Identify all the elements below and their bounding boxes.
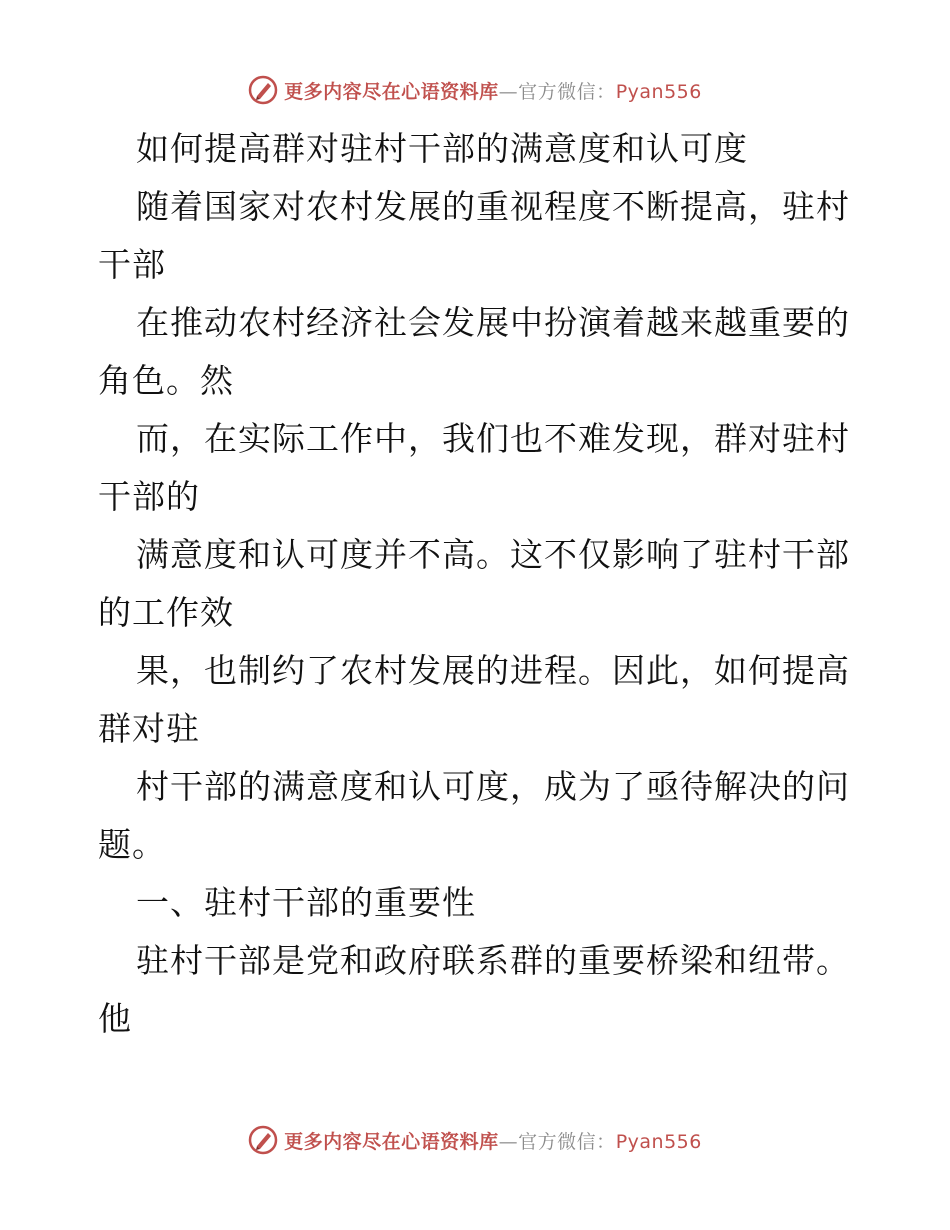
paragraph-line: 随着国家对农村发展的重视程度不断提高，驻村 bbox=[136, 187, 850, 226]
paragraph-line: 群对驻 bbox=[98, 709, 200, 748]
paragraph-line: 题。 bbox=[98, 825, 166, 864]
paragraph-line: 满意度和认可度并不高。这不仅影响了驻村干部 bbox=[136, 535, 850, 574]
watermark-account: Pyan556 bbox=[615, 1130, 702, 1153]
watermark-text bbox=[284, 77, 702, 104]
paragraph-line: 的工作效 bbox=[98, 593, 234, 632]
paragraph-line: 在推动农村经济社会发展中扮演着越来越重要的 bbox=[136, 303, 850, 342]
document-body bbox=[98, 120, 858, 1048]
paragraph-line: 角色。然 bbox=[98, 361, 234, 400]
document-title: 如何提高群对驻村干部的满意度和认可度 bbox=[136, 129, 748, 168]
watermark-brand: 更多内容尽在心语资料库 bbox=[284, 1130, 499, 1153]
watermark-official-label: 官方微信： bbox=[518, 80, 616, 103]
paragraph-line: 村干部的满意度和认可度，成为了亟待解决的问 bbox=[136, 767, 850, 806]
paragraph-line: 干部 bbox=[98, 245, 166, 284]
watermark-account: Pyan556 bbox=[615, 80, 702, 103]
paragraph-line: 他 bbox=[98, 999, 132, 1038]
paragraph-line: 而，在实际工作中，我们也不难发现，群对驻村 bbox=[136, 419, 850, 458]
watermark-separator: — bbox=[498, 80, 519, 103]
pen-logo-icon bbox=[248, 75, 278, 105]
header-watermark bbox=[0, 70, 950, 110]
footer-watermark bbox=[0, 1120, 950, 1160]
section-heading: 一、驻村干部的重要性 bbox=[136, 883, 476, 922]
watermark-official-label: 官方微信： bbox=[518, 1130, 616, 1153]
paragraph-line: 果，也制约了农村发展的进程。因此，如何提高 bbox=[136, 651, 850, 690]
paragraph-line: 驻村干部是党和政府联系群的重要桥梁和纽带。 bbox=[136, 941, 850, 980]
pen-logo-icon bbox=[248, 1125, 278, 1155]
watermark-brand: 更多内容尽在心语资料库 bbox=[284, 80, 499, 103]
paragraph-line: 干部的 bbox=[98, 477, 200, 516]
watermark-text bbox=[284, 1127, 702, 1154]
watermark-separator: — bbox=[498, 1130, 519, 1153]
